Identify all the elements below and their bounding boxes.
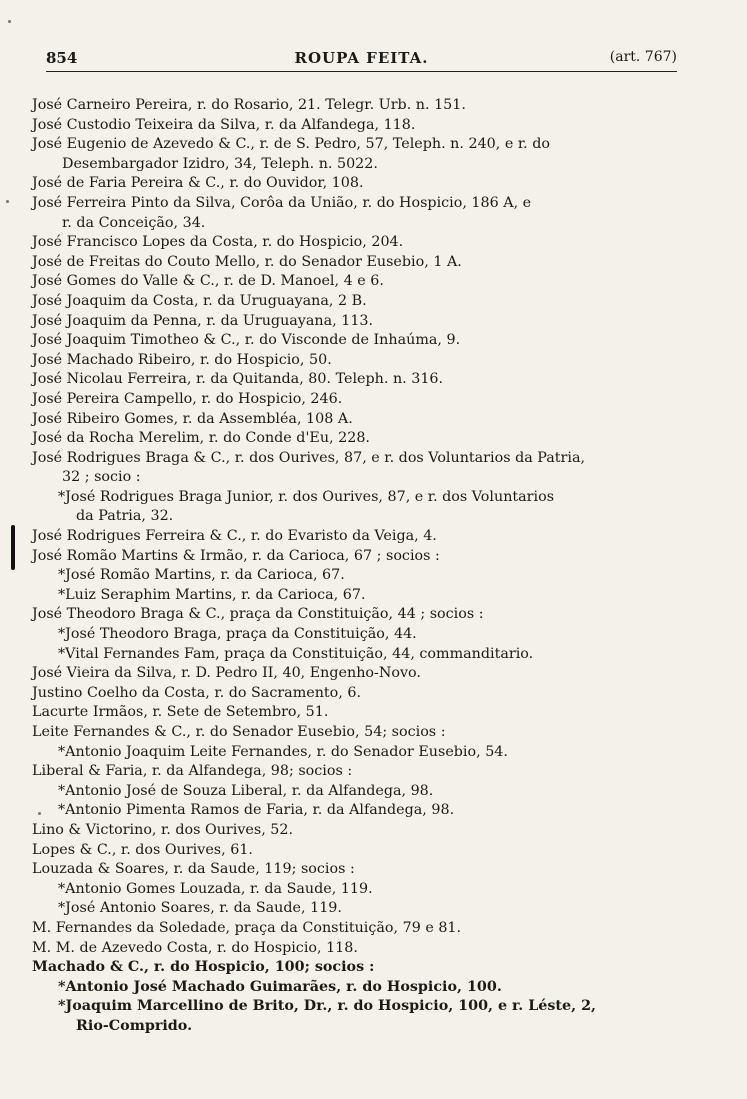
list-item: *José Romão Martins, r. da Carioca, 67. — [58, 567, 345, 584]
margin-ink-mark — [11, 525, 15, 570]
list-item: José Gomes do Valle & C., r. de D. Manoel, 4 e 6. — [32, 273, 384, 290]
list-item: Justino Coelho da Costa, r. do Sacramento, 6. — [32, 684, 362, 701]
list-item: *Vital Fernandes Fam, praça da Constituição, 44, commanditario. — [58, 645, 534, 662]
list-item: Lino & Victorino, r. dos Ourives, 52. — [32, 821, 294, 838]
list-item: *José Theodoro Braga, praça da Constituição, 44. — [58, 626, 417, 643]
list-item: Machado & C., r. do Hospicio, 100; socios : — [32, 959, 375, 976]
list-item: *José Rodrigues Braga Junior, r. dos Ourives, 87, e r. dos Voluntarios da Patria, 32. — [58, 488, 555, 525]
list-item: José Romão Martins & Irmão, r. da Carioca, 67 ; socios : — [32, 547, 440, 564]
list-item: José Ribeiro Gomes, r. da Assembléa, 108 A. — [32, 410, 353, 427]
list-item: *Antonio Joaquim Leite Fernandes, r. do Senador Eusebio, 54. — [58, 743, 508, 760]
list-item: Liberal & Faria, r. da Alfandega, 98; socios : — [32, 763, 353, 780]
list-item: José de Freitas do Couto Mello, r. do Senador Eusebio, 1 A. — [32, 253, 462, 270]
list-item: *Antonio Pimenta Ramos de Faria, r. da Alfandega, 98. — [58, 802, 455, 819]
list-item: José Joaquim Timotheo & C., r. do Visconde de Inhaúma, 9. — [32, 332, 461, 349]
list-item: José Carneiro Pereira, r. do Rosario, 21. Telegr. Urb. n. 151. — [32, 97, 466, 113]
page-title: ROUPA FEITA. — [294, 49, 429, 67]
list-item: José Rodrigues Braga & C., r. dos Ourives, 87, e r. dos Voluntarios da Patria, 32 ; socio : — [32, 449, 586, 486]
list-item: José Joaquim da Costa, r. da Uruguayana, 2 B. — [32, 292, 367, 309]
list-item: *Joaquim Marcellino de Brito, Dr., r. do Hospicio, 100, e r. Léste, 2, Rio-Comprido. — [58, 998, 597, 1034]
paper-speck — [8, 20, 11, 23]
list-item: Louzada & Soares, r. da Saude, 119; socios : — [32, 861, 355, 878]
list-item: José Rodrigues Ferreira & C., r. do Evaristo da Veiga, 4. — [32, 528, 437, 545]
list-item: Lacurte Irmãos, r. Sete de Setembro, 51. — [32, 704, 329, 721]
list-item: *Luiz Seraphim Martins, r. da Carioca, 67. — [58, 586, 366, 603]
list-item: José da Rocha Merelim, r. do Conde d'Eu, 228. — [32, 430, 370, 447]
list-item: José Theodoro Braga & C., praça da Constituição, 44 ; socios : — [32, 606, 484, 623]
list-item: José Machado Ribeiro, r. do Hospicio, 50. — [32, 351, 332, 368]
list-item: José Ferreira Pinto da Silva, Corôa da União, r. do Hospicio, 186 A, e r. da Conceição, 34. — [32, 194, 532, 231]
list-item: *Antonio Gomes Louzada, r. da Saude, 119. — [58, 880, 373, 897]
page-header — [46, 49, 677, 72]
list-item: José de Faria Pereira & C., r. do Ouvidor, 108. — [32, 175, 364, 192]
list-item: José Joaquim da Penna, r. da Uruguayana, 113. — [32, 312, 374, 329]
list-item: Lopes & C., r. dos Ourives, 61. — [32, 841, 253, 858]
list-item: Leite Fernandes & C., r. do Senador Eusebio, 54; socios : — [32, 724, 446, 740]
list-item: M. Fernandes da Soledade, praça da Constituição, 79 e 81. — [32, 919, 462, 936]
list-item: *Antonio José Machado Guimarães, r. do Hospicio, 100. — [58, 978, 502, 995]
list-item: José Pereira Campello, r. do Hospicio, 246. — [32, 390, 343, 407]
list-item: *Antonio José de Souza Liberal, r. da Alfandega, 98. — [58, 782, 434, 799]
article-reference: (art. 767) — [609, 49, 677, 65]
entry-list — [30, 96, 690, 1037]
list-item: José Eugenio de Azevedo & C., r. de S. Pedro, 57, Teleph. n. 240, e r. do Desembargador Izidro, 34, Teleph. n. 5022. — [32, 136, 550, 172]
paper-speck — [6, 200, 9, 203]
list-item: *José Antonio Soares, r. da Saude, 119. — [58, 900, 342, 917]
list-item: José Vieira da Silva, r. D. Pedro II, 40, Engenho-Novo. — [32, 665, 421, 682]
list-item: José Francisco Lopes da Costa, r. do Hospicio, 204. — [32, 234, 404, 251]
list-item: M. M. de Azevedo Costa, r. do Hospicio, 118. — [32, 939, 358, 956]
list-item: José Custodio Teixeira da Silva, r. da Alfandega, 118. — [32, 116, 416, 133]
page-number: 854 — [46, 49, 78, 67]
list-item: José Nicolau Ferreira, r. da Quitanda, 80. Teleph. n. 316. — [32, 371, 444, 388]
